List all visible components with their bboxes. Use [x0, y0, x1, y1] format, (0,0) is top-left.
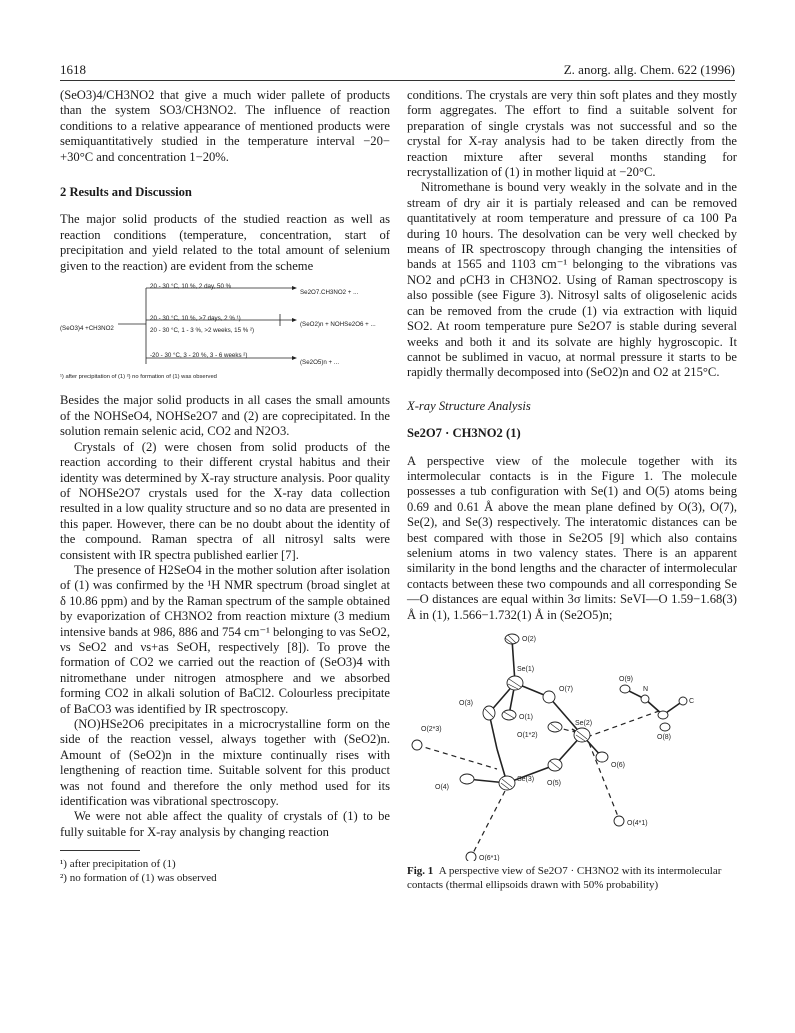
atom-shading [485, 635, 587, 789]
atom-label-se2: Se(2) [575, 720, 593, 727]
molecule-drawing [407, 629, 737, 861]
journal-citation: Z. anorg. allg. Chem. 622 (1996) [563, 62, 735, 77]
figure-caption [407, 865, 737, 892]
atom-label-se1: Se(1) [517, 666, 535, 673]
intro-paragraph: (SeO3)4/CH3NO2 that give a much wider pallete of products than the system SO3/CH3NO2. The influence of reaction conditions to a relative appearance of mentioned products were semiquantitatively studied in the temperature interval −20−+30°C and concentration 1−20%. [60, 88, 390, 164]
results-paragraph-1: The major solid products of the studied reaction as well as reaction conditions (temperature, concentration, start of precipitation and yield related to the total amount of selenium given to the reaction) are evident from the scheme [60, 212, 390, 273]
atom-label-o4: O(4) [435, 784, 449, 791]
atom-label-c: C [689, 698, 695, 705]
footnote-1: ¹) after precipitation of (1) [60, 858, 176, 871]
results-paragraph-2: Besides the major solid products in all cases the small amounts of the NOHSeO4, NOHSe2O7 and (2) are coprecipitated. In the solution remain selenic acid, CO2 and N2O3. [60, 393, 390, 439]
subsection-heading: X-ray Structure Analysis [407, 398, 531, 413]
atom-label-o3: O(3) [459, 700, 473, 707]
right-paragraph-3: A perspective view of the molecule together with its intermolecular contacts is in the Figure 1. The molecule possesses a tub configuration with Se(1) and O(5) atoms being 0.69 and 0.61 Å above the mean plane defined by O(3), O(7), Se(2), and Se(3) respectively. The interatomic distances can be best compared with those in Se2O5 [9] which also contains selenium atoms in two valency states. There is an apparent similarity in the bond lengths and the character of intermolecular contacts between these two compounds and all corresponding Se—O distances are equal within 3σ limits: SeVI—O 1.59−1.68(3) Å in (1), 1.566−1.732(1) Å in (Se2O5)n; [407, 453, 737, 622]
reaction-scheme [60, 276, 390, 368]
atom-label-o8: O(8) [657, 734, 671, 741]
results-paragraph-5: (NO)HSe2O6 precipitates in a microcrystalline form on the side of the reaction vessel, always together with (SeO2)n. Amount of (SeO2)n in the mixture continually rises with lengthening of reaction time. Suitable solvent for this product was not found and therefore the only method used for its identification was vibrational spectroscopy. [60, 717, 390, 809]
page-number: 1618 [60, 62, 86, 77]
right-column [407, 88, 737, 892]
scheme-condition-2a: 20 - 30 °C, 10 %, >7 days, 2 % ¹) [150, 315, 241, 323]
atom-label-se3: Se(3) [517, 776, 535, 783]
results-paragraph-3: Crystals of (2) were chosen from solid products of the reaction according to their different crystal habitus and their identity was determined by X-ray structure analysis. Poor quality of NOHSe2O7 crystals used for the X-ray data collection resulted in a low quality structure and so no data are presented in this paper. However, there can be no doubt about the identity of the compound. Raman spectra of all nitrosyl salts were consistent with IR spectra published earlier [7]. [60, 439, 390, 562]
footnote-2: ²) no formation of (1) was observed [60, 872, 217, 885]
right-paragraph-2: Nitromethane is bound very weakly in the solvate and in the stream of dry air it is partialy released and can be removed quantitatively at room temperature and pressure of ca 100 Pa during 10 hours. The desolvation can be very well checked by means of IR spectroscopy through changing the intensities of bands at 1565 and 1103 cm⁻¹ belonging to the vibrations νas NO2 and ρCH3 in CH3NO2. Using of Raman spectroscopy is also possible (see Figure 3). Nitrosyl salts of oligoselenic acids can be removed from the crude (1) via extraction with liquid SO2. At room temperature pure Se2O7 is stable during several weeks and both it and its solvate are highly hygroscopic. It cannot be sublimed in vacuo, at normal pressure it starts to be rapidly thermally decomposed into (SeO2)n and O2 at 215°C. [407, 180, 737, 380]
scheme-reactant: (SeO3)4 +CH3NO2 [60, 325, 114, 333]
compound-heading: Se2O7 · CH3NO2 (1) [407, 426, 521, 441]
bonds [467, 639, 683, 783]
atom-label-o4star1: O(4*1) [627, 820, 648, 827]
figure-caption-label: Fig. 1 [407, 865, 434, 877]
results-paragraph-6: We were not able affect the quality of crystals of (1) to be fully suitable for X-ray analysis by changing reaction [60, 809, 390, 839]
scheme-footnote: ¹) after precipitation of (1) ²) no formation of (1) was observed [60, 374, 217, 381]
atom-label-o5: O(5) [547, 780, 561, 787]
scheme-condition-2b: 20 - 30 °C, 1 - 3 %, >2 weeks, 15 % ²) [150, 327, 255, 335]
header-rule [60, 80, 735, 81]
scheme-condition-1: 20 - 30 °C, 10 %, 2 day, 50 % [150, 283, 232, 291]
scheme-condition-3: -20 - 30 °C, 3 - 20 %, 3 - 6 weeks ²) [150, 352, 248, 360]
right-paragraph-1: conditions. The crystals are very thin soft plates and they mostly form aggregates. The effort to find a suitable solvent for preparation of single crystals was not successful and so the crystal for X-ray analysis had to be taken directly from the reaction mixture after several months standing for recrystallization of (1) in mother liquid at −20°C. [407, 88, 737, 180]
atom-label-o6: O(6) [611, 762, 625, 769]
atom-label-o1: O(1) [519, 714, 533, 721]
scheme-product-1: Se2O7.CH3NO2 + ... [300, 289, 359, 297]
figure-1 [407, 629, 737, 861]
results-paragraph-4: The presence of H2SeO4 in the mother solution after isolation of (1) was confirmed by the ¹H NMR spectrum (broad singlet at δ 10.86 ppm) and by the Raman spectrum of the sample obtained by evaporization of CH3NO2 from reaction mixture (3 medium intensive bands at 986, 886 and 754 cm⁻¹ belonging to νas SeO2, νs SeO2 and νs+as SeOH, respectively [8]). To prove the formation of CO2 we carried out the reaction of (SeO3)4 with nitromethane under nitrogen atmosphere and we absorbed forming CO2 in alkali solution of BaCl2. Colourless precipitate of BaCO3 was identified by IR spectroscopy. [60, 562, 390, 716]
atom-label-o2star3: O(2*3) [421, 726, 442, 733]
scheme-product-3: (Se2O5)n + ... [300, 359, 340, 367]
figure-caption-text: A perspective view of Se2O7 · CH3NO2 with its intermolecular contacts (thermal ellipsoids drawn with 50% probability) [407, 865, 722, 891]
left-column [60, 88, 390, 885]
atom-label-n: N [643, 686, 649, 693]
atom-label-o9: O(9) [619, 676, 633, 683]
atom-label-o7: O(7) [559, 686, 573, 693]
scheme-product-2: (SeO2)n + NOHSe2O6 + ... [300, 321, 376, 329]
footnote-rule [60, 850, 140, 851]
atom-label-o1star2: O(1*2) [517, 732, 538, 739]
contacts [417, 711, 659, 857]
atom-label-o6star1: O(6*1) [479, 855, 500, 861]
atom-label-o2: O(2) [522, 636, 536, 643]
section-heading: 2 Results and Discussion [60, 185, 192, 200]
